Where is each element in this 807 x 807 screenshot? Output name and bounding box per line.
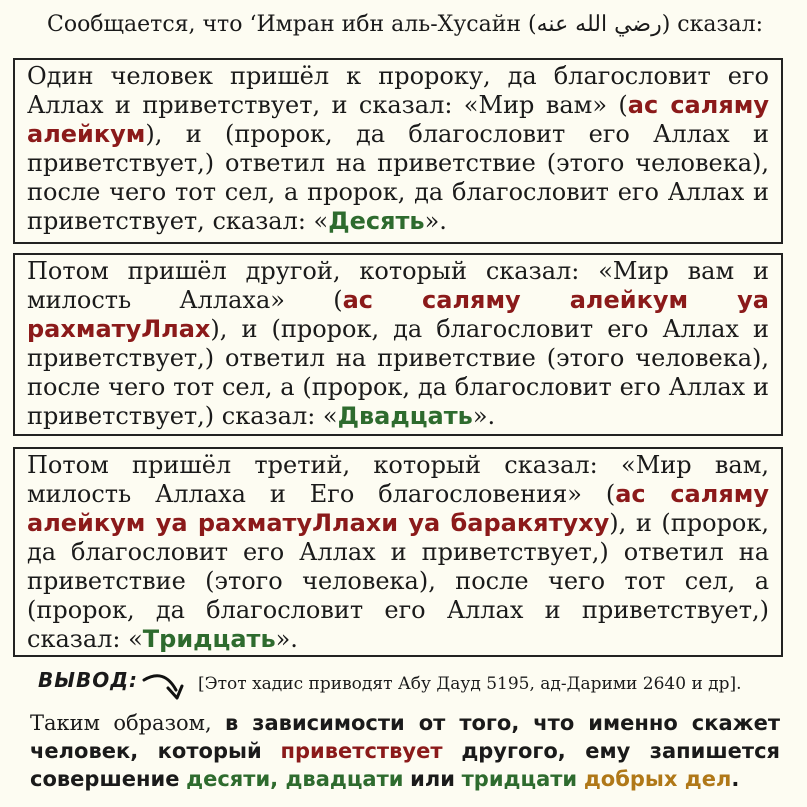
curved-arrow-icon (142, 670, 186, 704)
box1-greeting: ас саляму алейкум (27, 91, 769, 148)
box3-reward: Тридцать (142, 625, 276, 653)
intro-text-after: сказал: (677, 12, 763, 37)
box1-reward: Десять (328, 207, 425, 235)
result-text-2: другого, ему запишется совершение (30, 739, 780, 791)
box1-text-3: ». (424, 207, 447, 235)
box1-text-1: Один человек пришёл к пророку, да благословит его Аллах и приветствует, и сказал: «Мир вам» ( (27, 62, 769, 119)
source-reference: [Этот хадис приводят Абу Дауд 5195, ад-Дарими 2640 и др]. (198, 674, 742, 694)
result-end: . (731, 767, 740, 791)
box3-text-1: Потом пришёл третий, который сказал: «Мир вам, милость Аллаха и Его благословения» ( (27, 451, 769, 508)
box2-reward: Двадцать (337, 402, 473, 430)
result-thirty: тридцати (461, 767, 578, 791)
intro-arabic: (رضي الله عنه) (528, 12, 671, 37)
intro-text-before: Сообщается, что ‘Имран ибн аль-Хусайн (46, 12, 522, 37)
box3-text-2: ), и (пророк, да благословит его Аллах и приветствует,) ответил на приветствие (этого человека), после чего тот сел, а (пророк, да благословит его Аллах и приветствует,) сказал: « (27, 509, 770, 653)
box3-greeting: ас саляму алейкум уа рахматуЛлахи уа баракятуху (27, 480, 769, 537)
box3-text-3: ». (275, 625, 298, 653)
conclusion-row (38, 668, 798, 708)
hadith-box-first (13, 58, 783, 244)
result-greets: приветствует (280, 739, 443, 763)
conclusion-text (30, 709, 780, 793)
result-good-deeds: добрых дел (583, 767, 732, 791)
result-text-1: в зависимости от того, что именно скажет человек, который (30, 711, 780, 763)
hadith-box-second (13, 253, 783, 436)
box2-text-2: ), и (пророк, да благословит его Аллах и приветствует,) ответил на приветствие (этого человека), после чего тот сел, а (пророк, да благословит его Аллах и приветствует,) сказал: « (27, 315, 769, 430)
result-ten-twenty: десяти, двадцати (186, 767, 404, 791)
intro-line (20, 10, 790, 40)
box2-text-3: ». (472, 402, 496, 430)
conclusion-label: ВЫВОД: (38, 668, 139, 692)
hadith-box-third (13, 447, 783, 657)
box1-text-2: ), и (пророк, да благословит его Аллах и приветствует,) ответил на приветствие (этого человека), после чего тот сел, а пророк, да благословит его Аллах и приветствует, сказал: « (27, 120, 769, 235)
result-or: или (410, 767, 455, 791)
box2-text-1: Потом пришёл другой, который сказал: «Мир вам и милость Аллаха» ( (27, 257, 769, 314)
result-lead: Таким образом, (30, 711, 212, 735)
box2-greeting: ас саляму алейкум уа рахматуЛлах (27, 286, 769, 343)
